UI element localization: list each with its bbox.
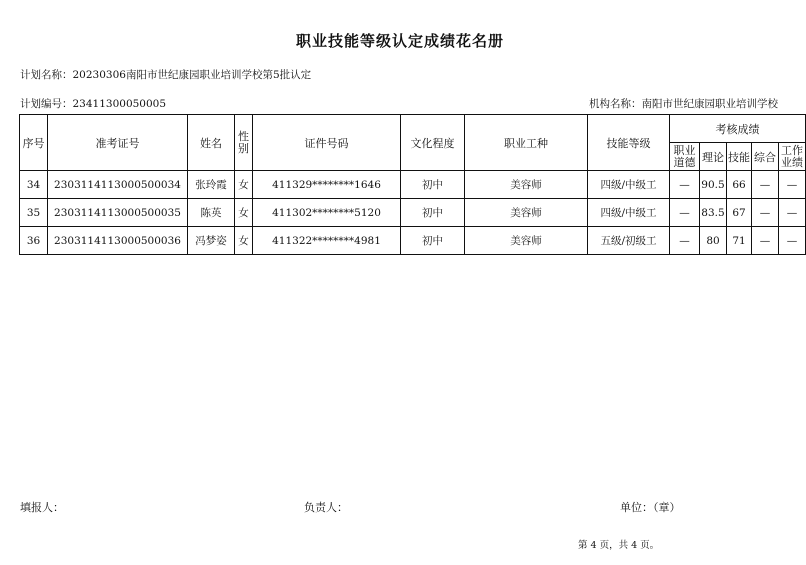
plan-number-line [20, 96, 166, 111]
plan-number-label: 计划编号： [20, 98, 73, 110]
plan-name-label: 计划名称： [20, 69, 73, 81]
cell-skill: 67 [727, 199, 752, 227]
header-skill: 技能 [727, 143, 752, 171]
cell-overall: — [752, 199, 779, 227]
unit-seal-label: 单位：（章） [620, 501, 681, 514]
plan-number-value: 23411300050005 [72, 98, 167, 110]
cell-education: 初中 [401, 171, 465, 199]
cell-name: 陈英 [188, 199, 235, 227]
cell-skill-level: 五级/初级工 [588, 227, 670, 255]
cell-exam-number: 2303114113000500035 [48, 199, 188, 227]
cell-work-performance: — [779, 199, 806, 227]
cell-id-number: 411329********1646 [253, 171, 401, 199]
filler-label: 填报人： [20, 501, 64, 514]
plan-name-value: 20230306南阳市世纪康园职业培训学校第5批认定 [72, 69, 312, 81]
header-name: 姓名 [188, 115, 235, 171]
cell-gender: 女 [235, 227, 253, 255]
org-name: 南阳市世纪康园职业培训学校 [641, 98, 778, 110]
cell-seq: 36 [20, 227, 48, 255]
cell-theory: 80 [700, 227, 727, 255]
org-line [589, 96, 778, 111]
header-skill-level: 技能等级 [588, 115, 670, 171]
header-id-number: 证件号码 [253, 115, 401, 171]
cell-ethics: — [670, 227, 700, 255]
cell-id-number: 411322********4981 [253, 227, 401, 255]
org-label: 机构名称： [589, 98, 642, 110]
cell-work-performance: — [779, 171, 806, 199]
cell-name: 冯梦姿 [188, 227, 235, 255]
cell-work-performance: — [779, 227, 806, 255]
cell-name: 张玲霞 [188, 171, 235, 199]
responsible-label: 负责人： [304, 501, 348, 514]
cell-seq: 34 [20, 171, 48, 199]
header-seq: 序号 [20, 115, 48, 171]
cell-overall: — [752, 171, 779, 199]
cell-gender: 女 [235, 171, 253, 199]
cell-skill-level: 四级/中级工 [588, 199, 670, 227]
header-theory: 理论 [700, 143, 727, 171]
header-scores: 考核成绩 [670, 115, 806, 143]
cell-occupation: 美容师 [465, 199, 588, 227]
page-title: 职业技能等级认定成绩花名册 [295, 32, 504, 50]
cell-theory: 83.5 [700, 199, 727, 227]
page-number: 第 4 页，共 4 页。 [578, 540, 660, 551]
cell-ethics: — [670, 199, 700, 227]
header-exam-number: 准考证号 [48, 115, 188, 171]
cell-theory: 90.5 [700, 171, 727, 199]
header-work-performance: 工作业绩 [779, 143, 806, 171]
cell-overall: — [752, 227, 779, 255]
plan-name-line [20, 67, 311, 82]
header-overall: 综合 [752, 143, 779, 171]
cell-occupation: 美容师 [465, 227, 588, 255]
cell-skill: 66 [727, 171, 752, 199]
cell-skill: 71 [727, 227, 752, 255]
cell-skill-level: 四级/中级工 [588, 171, 670, 199]
header-gender: 性别 [235, 115, 253, 171]
table-row [20, 199, 806, 227]
cell-occupation: 美容师 [465, 171, 588, 199]
cell-id-number: 411302********5120 [253, 199, 401, 227]
header-ethics: 职业道德 [670, 143, 700, 171]
header-occupation: 职业工种 [465, 115, 588, 171]
table-row [20, 227, 806, 255]
cell-exam-number: 2303114113000500034 [48, 171, 188, 199]
table-row [20, 171, 806, 199]
table-header-row [20, 115, 806, 143]
score-roster-table [19, 114, 806, 255]
cell-exam-number: 2303114113000500036 [48, 227, 188, 255]
cell-education: 初中 [401, 199, 465, 227]
cell-seq: 35 [20, 199, 48, 227]
header-education: 文化程度 [401, 115, 465, 171]
cell-gender: 女 [235, 199, 253, 227]
cell-ethics: — [670, 171, 700, 199]
cell-education: 初中 [401, 227, 465, 255]
